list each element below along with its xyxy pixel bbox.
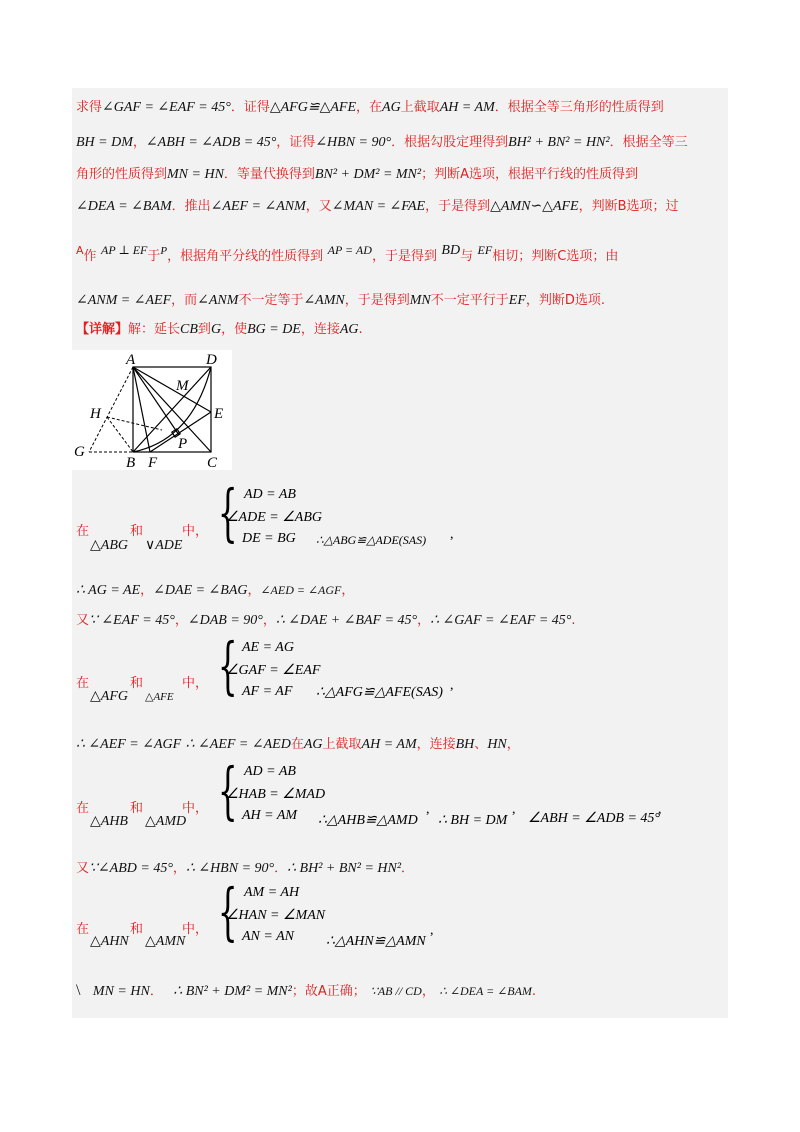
analysis-line-3: 角形的性质得到MN = HN．等量代换得到BN² + DM² = MN²；判断A选项，根据平行线的性质得到: [76, 167, 639, 182]
proof-line-3: ∴ ∠AEF = ∠AGF ∴ ∠AEF = ∠AED在AG上截取AH = AM，连接BH、HN，: [76, 737, 520, 752]
proof-line-5: \ MN = HN． ∴ BN² + DM² = MN²；故A正确； ∵AB // CD， ∴ ∠DEA = ∠BAM.: [76, 982, 537, 999]
label-b: B: [126, 455, 136, 470]
label-m: M: [176, 378, 189, 394]
proof-line-1: ∴ AG = AE，∠DAE = ∠BAG，∠AED = ∠AGF，: [76, 583, 355, 598]
analysis-line-5: $^A$作 AP ⊥ EF于$^P$，根据角平分线的性质得到 AP = AD，于是得到 BD与 EF相切；判断C选项；由: [76, 243, 619, 264]
label-a: A: [126, 352, 136, 368]
label-h: H: [90, 406, 101, 422]
brace: {: [217, 629, 238, 702]
analysis-line-1: 求得∠GAF = ∠EAF = 45°．证得△AFG≌△AFE，在AG上截取AH = AM．根据全等三角形的性质得到: [76, 100, 664, 115]
brace: {: [217, 754, 238, 827]
label-g: G: [74, 444, 85, 460]
brace: {: [217, 875, 238, 948]
detail-heading-line: 【详解】解：延长CB到G，使BG = DE，连接AG.: [76, 322, 363, 337]
label-c: C: [207, 455, 218, 470]
proof-line-2: 又∵ ∠EAF = 45°，∠DAB = 90°，∴ ∠DAE + ∠BAF = 45°，∴ ∠GAF = ∠EAF = 45°.: [76, 613, 576, 628]
label-f: F: [148, 455, 158, 470]
label-e: E: [214, 406, 224, 422]
label-d: D: [206, 352, 217, 368]
label-p: P: [178, 436, 188, 452]
brace: {: [217, 476, 238, 549]
analysis-line-2: BH = DM，∠ABH = ∠ADB = 45°，证得∠HBN = 90°．根据勾股定理得到BH² + BN² = HN²．根据全等三: [76, 135, 688, 150]
geometry-figure: [72, 350, 232, 470]
analysis-line-4: ∠DEA = ∠BAM．推出∠AEF = ∠ANM，又∠MAN = ∠FAE，于是得到△AMN∽△AFE，判断B选项；过: [76, 199, 679, 214]
analysis-line-6: ∠ANM = ∠AEF，而∠ANM不一定等于∠AMN，于是得到MN不一定平行于EF，判断D选项.: [76, 293, 606, 308]
proof-line-4: 又∵∠ABD = 45°，∴ ∠HBN = 90°．∴ BH² + BN² = HN²．: [76, 861, 415, 876]
